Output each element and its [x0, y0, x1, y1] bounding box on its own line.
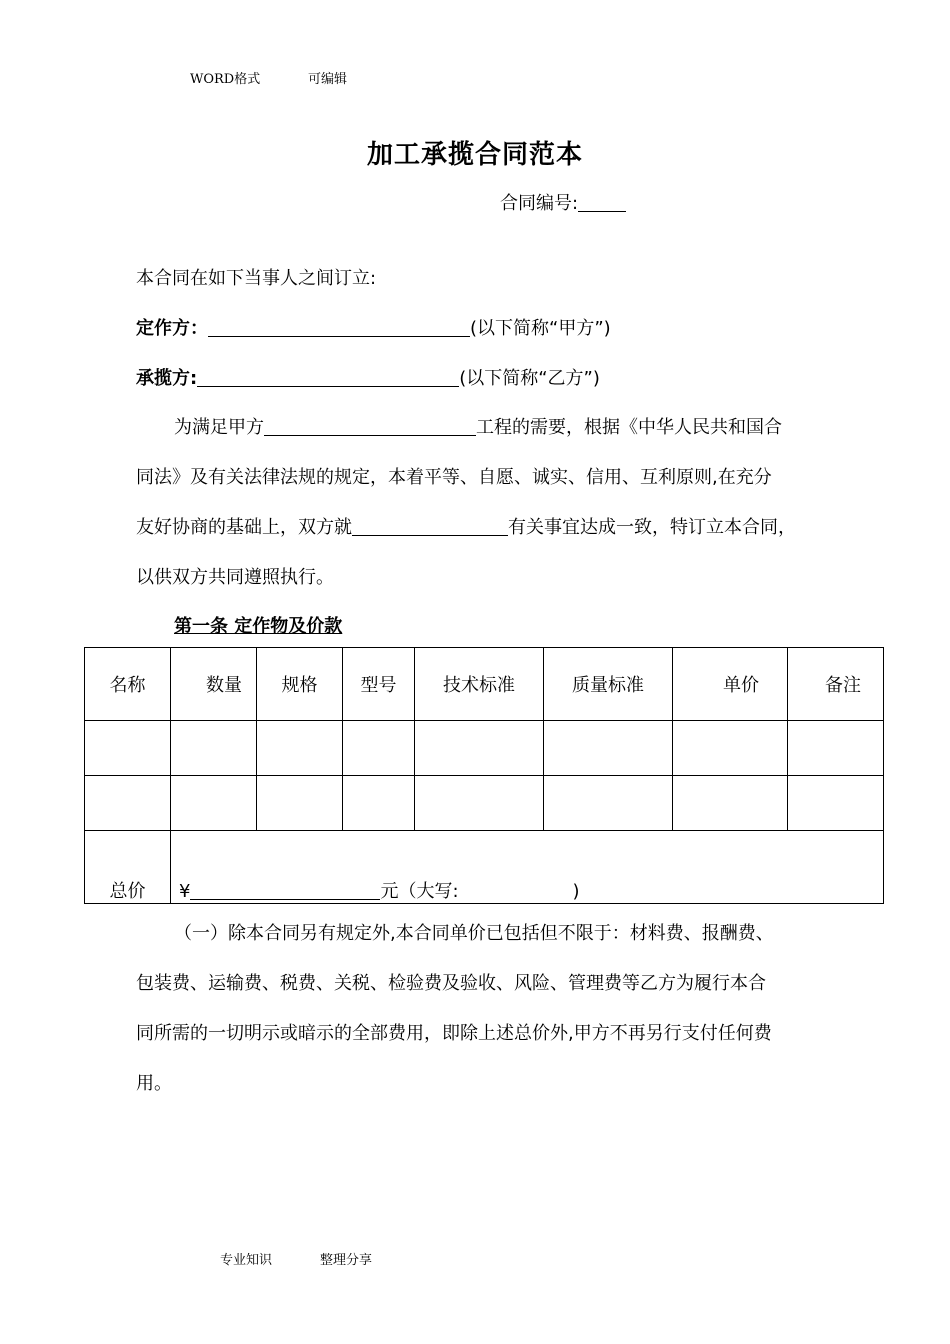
- header-right: 可编辑: [308, 72, 348, 87]
- party-a-line: [136, 314, 611, 340]
- table-row: [85, 776, 884, 831]
- table-cell[interactable]: [544, 721, 673, 776]
- col-header: 名称: [85, 648, 171, 721]
- para2-line3: 同所需的一切明示或暗示的全部费用，即除上述总价外,甲方不再另行支付任何费: [136, 1023, 772, 1044]
- project-blank: [264, 417, 476, 436]
- party-a-label: 定作方：: [136, 318, 208, 339]
- table-cell[interactable]: [85, 776, 171, 831]
- contract-number-blank: [578, 193, 626, 212]
- total-label: 总价: [85, 831, 171, 904]
- table-cell[interactable]: [673, 721, 788, 776]
- intro-line: 本合同在如下当事人之间订立:: [136, 268, 377, 289]
- para2-line1: （一）除本合同另有规定外,本合同单价已包括但不限于：材料费、报酬费、: [174, 923, 774, 944]
- matter-blank: [352, 517, 508, 536]
- col-header: 备注: [788, 648, 884, 721]
- col-header: 单价: [673, 648, 788, 721]
- para1-line1: [174, 413, 782, 439]
- table-header-row: [85, 648, 884, 721]
- para2-line2: 包装费、运输费、税费、关税、检验费及验收、风险、管理费等乙方为履行本合: [136, 973, 766, 994]
- table-cell[interactable]: [788, 721, 884, 776]
- para1-line3: [136, 513, 796, 539]
- table-cell[interactable]: [257, 721, 343, 776]
- section-heading: 第一条 定作物及价款: [174, 616, 343, 637]
- party-a-blank: [208, 318, 470, 337]
- total-close: ): [572, 881, 580, 902]
- table-cell[interactable]: [257, 776, 343, 831]
- party-b-suffix: (以下简称“乙方”): [459, 368, 600, 389]
- total-cell: [171, 831, 884, 904]
- col-header: 规格: [257, 648, 343, 721]
- header-left: WORD格式: [190, 72, 261, 87]
- para1-text: 工程的需要，根据《中华人民共和国合: [476, 417, 782, 438]
- total-amount-blank[interactable]: [190, 881, 380, 900]
- col-header: 型号: [343, 648, 415, 721]
- footer-right: 整理分享: [320, 1253, 373, 1268]
- table-cell[interactable]: [415, 721, 544, 776]
- para2-line4: 用。: [136, 1073, 172, 1094]
- para1-text: 友好协商的基础上，双方就: [136, 517, 352, 538]
- document-title: 加工承揽合同范本: [366, 140, 583, 170]
- contract-number-label: 合同编号:: [500, 193, 579, 214]
- table-cell[interactable]: [171, 721, 257, 776]
- col-header: 数量: [171, 648, 257, 721]
- para1-line2: 同法》及有关法律法规的规定，本着平等、自愿、诚实、信用、互利原则,在充分: [136, 467, 772, 488]
- col-header: 质量标准: [544, 648, 673, 721]
- col-header: 技术标准: [415, 648, 544, 721]
- para1-text: 有关事宜达成一致，特订立本合同，: [508, 517, 796, 538]
- table-cell[interactable]: [788, 776, 884, 831]
- party-b-line: [136, 364, 600, 390]
- total-row: [85, 831, 884, 904]
- table-cell[interactable]: [415, 776, 544, 831]
- table-cell[interactable]: [343, 721, 415, 776]
- table-cell[interactable]: [171, 776, 257, 831]
- table-cell[interactable]: [673, 776, 788, 831]
- total-yuan-label: 元（大写:: [380, 881, 459, 902]
- table-row: [85, 721, 884, 776]
- table-cell[interactable]: [343, 776, 415, 831]
- para1-line4: 以供双方共同遵照执行。: [136, 567, 334, 588]
- party-b-blank: [197, 368, 459, 387]
- party-a-suffix: (以下简称“甲方”): [470, 318, 611, 339]
- table-cell[interactable]: [85, 721, 171, 776]
- goods-table: [84, 647, 884, 904]
- para1-text: 为满足甲方: [174, 417, 264, 438]
- party-b-label: 承揽方:: [136, 368, 198, 389]
- table-cell[interactable]: [544, 776, 673, 831]
- footer-left: 专业知识: [220, 1253, 273, 1268]
- currency-symbol: ¥: [179, 881, 191, 902]
- contract-number: [500, 189, 626, 215]
